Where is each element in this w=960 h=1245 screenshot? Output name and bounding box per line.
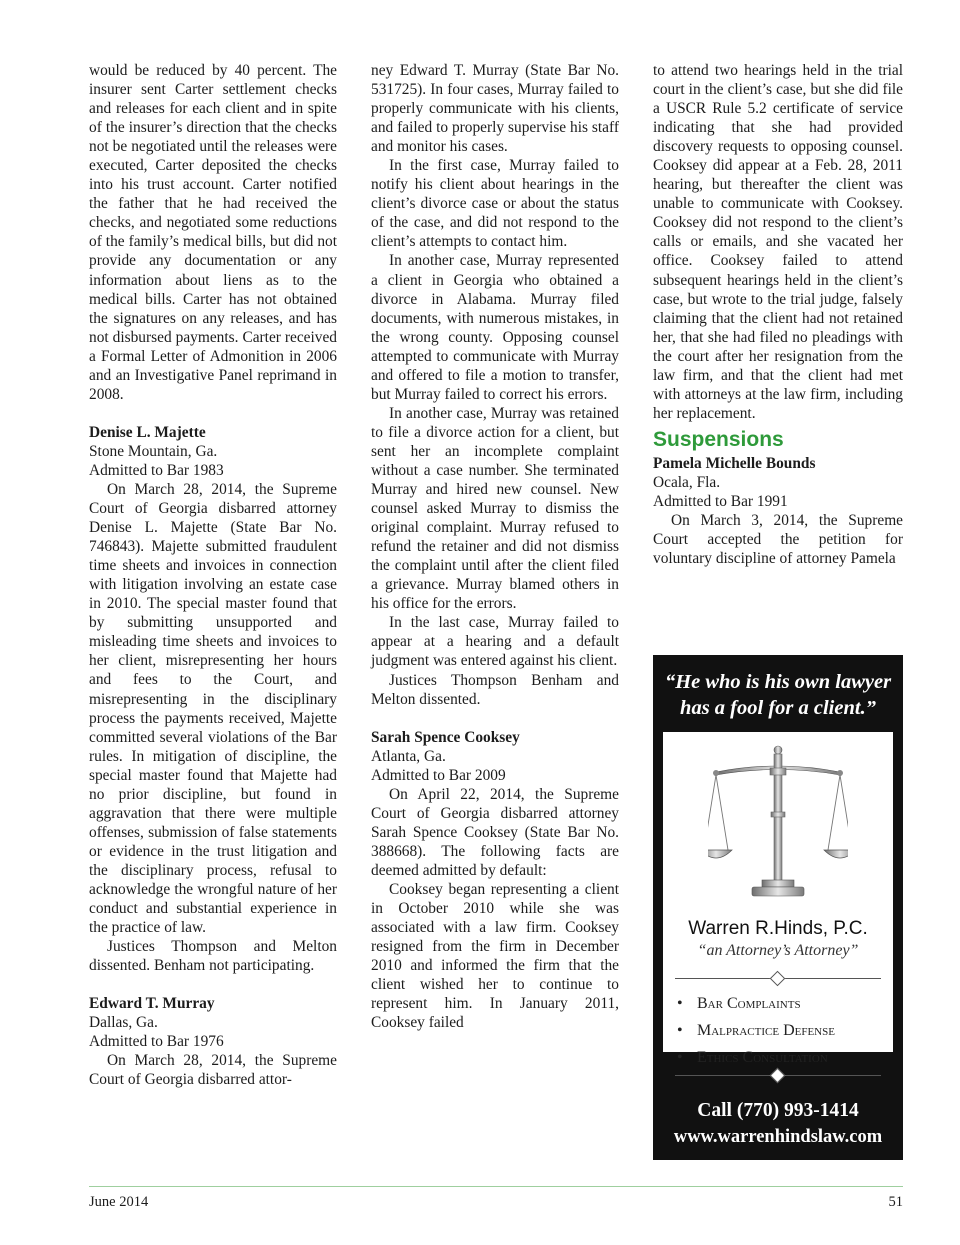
ad-service-item [677,1044,887,1071]
scales-of-justice-icon [708,742,848,912]
carter-continued-paragraph: would be reduced by 40 percent. The insurer sent Carter settlement checks and releases for each client and in spite of the insurer’s direction that the checks not be negotiated until the releases were executed, Carter deposited the checks into his trust account. Carter notified the father that he had received the checks, and negotiated some reductions of the family’s medical bills, but did not provide any documentation or any information about liens as to the medical bills. Carter has not obtained the signatures on any releases, and has not disbursed payments. Carter received a Formal Letter of Admonition in 2006 and an Investigative Panel reprimand in 2008. [89,62,337,403]
ad-service-label: Ethics Consultation [697,1049,828,1066]
discipline-entry-majette [89,423,337,975]
attorney-location: Dallas, Ga. [89,1014,158,1032]
attorney-location: Atlanta, Ga. [371,747,446,765]
attorney-name: Sarah Spence Cooksey [371,728,520,746]
ad-service-label: Bar Complaints [697,995,801,1012]
entry-paragraph: On March 3, 2014, the Supreme Court accepted the petition for voluntary discipline of attorney Pamela [653,512,903,568]
entry-paragraph: In another case, Murray was retained to file a divorce action for a client, but sent her an incomplete complaint without a case number. She terminated Murray and hired new counsel. New counsel asked Murray to dismiss the original complaint. Murray refused to refund the retainer and did not dismiss the complaint until after the client filed a grievance. Murray blamed others in his office for the errors. [371,404,619,613]
bullet-icon: • [677,995,683,1012]
entry-paragraph: Justices Thompson Benham and Melton dissented. [371,671,619,708]
ad-quote-line: “He who is his own lawyer [664,671,892,693]
section-heading-suspensions: Suspensions [653,427,784,451]
ad-phone: Call (770) 993-1414 [697,1100,859,1121]
entry-paragraph: In the last case, Murray failed to appear at a hearing and a default judgment was entered against his client. [371,614,619,670]
ad-service-item [677,990,887,1017]
attorney-name: Denise L. Majette [89,423,206,441]
ad-service-label: Malpractice Defense [697,1022,835,1039]
advertisement-warren-hinds [653,655,903,1160]
footer-page-number: 51 [888,1194,903,1210]
ad-services-list [677,990,887,1071]
entry-paragraph: Cooksey began representing a client in October 2010 while she was associated with a law firm. Cooksey resigned from the firm in December 2010 and informed the firm that the client wished her to continue to represent him. In January 2011, Cooksey failed [371,880,619,1032]
bullet-icon: • [677,1049,683,1066]
discipline-entry-murray [89,994,337,1089]
column-3 [653,61,903,568]
entry-paragraph: Justices Thompson and Melton dissented. Benham not participating. [89,938,337,975]
discipline-entry-cooksey [371,728,619,1033]
ad-panel [663,732,893,1066]
ad-service-item [677,1017,887,1044]
attorney-name: Pamela Michelle Bounds [653,454,816,472]
entry-paragraph: In another case, Murray represented a client in Georgia who obtained a divorce in Alabama. Murray filed documents, with numerous mistakes, in the wrong county. Opposing counsel attempted to communicate with Murray and offered to file a motion to transfer, but Murray failed to correct his errors. [371,252,619,403]
entry-paragraph: In the first case, Murray failed to notify his client about hearings in the client’s divorce case or about the status of the case, and did not respond to the client’s attempts to contact him. [371,157,619,251]
column-1 [89,61,337,1089]
ad-tagline: “an Attorney’s Attorney” [697,942,859,959]
attorney-location: Stone Mountain, Ga. [89,442,218,460]
ad-firm-name: Warren R.Hinds, P.C. [688,918,868,939]
discipline-entry-bounds [653,454,903,568]
attorney-admitted: Admitted to Bar 1991 [653,492,788,510]
attorney-admitted: Admitted to Bar 1983 [89,461,224,479]
ad-quote-line: has a fool for a client.” [680,697,876,719]
murray-continued-paragraph: ney Edward T. Murray (State Bar No. 531725). In four cases, Murray failed to properly communicate with his clients, and failed to properly supervise his staff and monitor his cases. [371,62,619,156]
ad-website: www.warrenhindslaw.com [673,1127,883,1147]
column-2 [371,61,619,1032]
attorney-admitted: Admitted to Bar 1976 [89,1033,224,1051]
entry-paragraph: On March 28, 2014, the Supreme Court of Georgia disbarred attor- [89,1052,337,1089]
bullet-icon: • [677,1022,683,1039]
attorney-admitted: Admitted to Bar 2009 [371,766,506,784]
attorney-location: Ocala, Fla. [653,473,721,491]
attorney-name: Edward T. Murray [89,995,215,1013]
footer-rule [89,1186,903,1187]
footer-issue-date: June 2014 [89,1194,149,1210]
divider-diamond-icon [770,971,786,987]
ad-quote [653,669,903,721]
cooksey-continued-paragraph: to attend two hearings held in the trial court in the client’s case, but she did file a USCR Rule 5.2 certificate of service indicating that she had provided discovery requests to opposing counsel. Cooksey did appear at a Feb. 28, 2011 hearing, but thereafter the client was unable to communicate with Cooksey. Cooksey did not respond to the client’s calls or emails, and she vacated her office. Cooksey failed to attend subsequent hearings held in the client’s case, but wrote to the trial judge, falsely claiming that the client had not retained her, that she had filed no pleadings with the court after her resignation from the law firm, and that the client had met with attorneys at the law firm, including her replacement. [653,62,903,422]
entry-paragraph: On March 28, 2014, the Supreme Court of Georgia disbarred attorney Denise L. Majette (State Bar No. 746843). Majette submitted fraudulent time sheets and invoices in connection with litigation involving an estate case in 2010. The special master found that by submitting unsupported and misleading time sheets and invoices to her client, misrepresenting her hours and fees to the Court, and misrepresenting in the disciplinary process the payments received, Majette committed several violations of the Bar rules. In mitigation of discipline, the special master found that Majette had no prior discipline, but found in aggravation that there were multiple offenses, submission of false statements or evidence in the trust litigation and the disciplinary process, refusal to acknowledge the wrongful nature of her conduct and substantial experience in the practice of law. [89,480,337,937]
entry-paragraph: On April 22, 2014, the Supreme Court of Georgia disbarred attorney Sarah Spence Cooksey (State Bar No. 388668). The following facts are deemed admitted by default: [371,785,619,879]
